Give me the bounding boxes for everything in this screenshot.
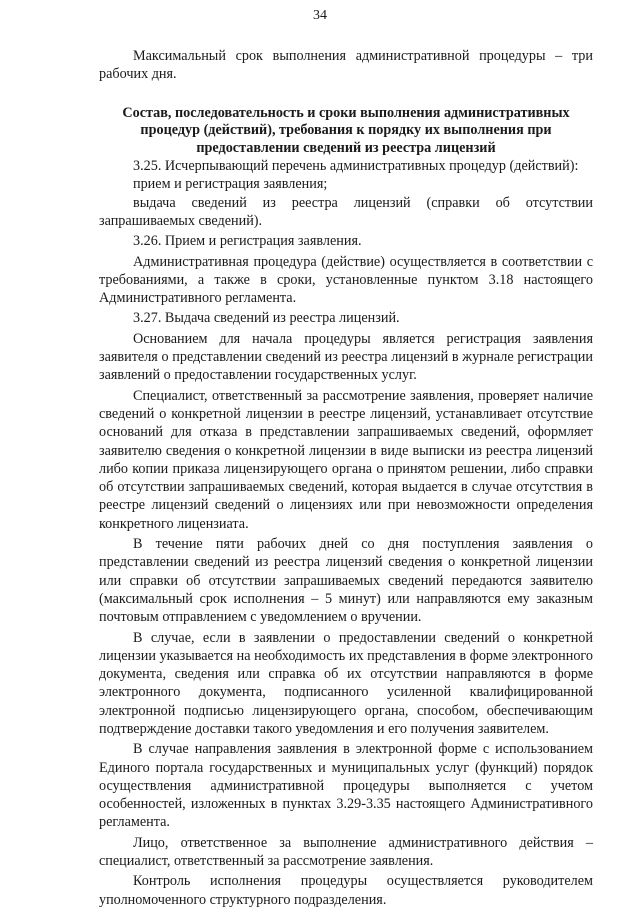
paragraph-procedure-note: Административная процедура (действие) осуществляется в соответствии с требованиями, а также в сроки, установленные пунктом 3.18 настоящего Административного регламента. bbox=[99, 253, 593, 307]
paragraph-3-25: 3.25. Исчерпывающий перечень административных процедур (действий): bbox=[133, 158, 579, 175]
paragraph-responsible: Лицо, ответственное за выполнение административного действия – специалист, ответственный за рассмотрение заявления. bbox=[99, 834, 593, 870]
paragraph-list-item-2: выдача сведений из реестра лицензий (справки об отсутствии запрашиваемых сведений). bbox=[99, 194, 593, 229]
paragraph-electronic-form: В случае, если в заявлении о предоставлении сведений о конкретной лицензии указывается на необходимость их представления в форме электронного документа, сведения или справка об их отсутствии направляются в форме электронного документа, подписанного усиленной квалифицированной электронной подписью лицензирующего органа, способом, обеспечивающим подтверждение доставки такого уведомления и его получения заявителем. bbox=[99, 629, 593, 737]
paragraph-portal: В случае направления заявления в электронной форме с использованием Единого портала государственных и муниципальных услуг (функций) порядок осуществления административной процедуры выполняется с учетом особенностей, изложенных в пунктах 3.29-3.35 настоящего Административного регламента. bbox=[99, 741, 593, 831]
paragraph-specialist: Специалист, ответственный за рассмотрение заявления, проверяет наличие сведений о конкретной лицензии в реестре лицензий, устанавливает отсутствие оснований для отказа в представлении запрашиваемых сведений, оформляет заявителю сведения о конкретной лицензии в виде выписки из реестра лицензий либо копии приказа лицензирующего органа о принятом решении, либо справки об отсутствии запрашиваемых сведений, которая выдается в случае отсутствия в реестре лицензий сведений о лицензиях или при невозможности определения конкретного лицензиата. bbox=[99, 387, 593, 532]
paragraph-3-26: 3.26. Прием и регистрация заявления. bbox=[133, 233, 362, 250]
paragraph-basis: Основанием для начала процедуры является регистрация заявления заявителя о представлении сведений из реестра лицензий в журнале регистрации заявлений о предоставлении государственных услуг. bbox=[99, 330, 593, 384]
document-body bbox=[99, 47, 593, 909]
paragraph-list-item-1: прием и регистрация заявления; bbox=[133, 176, 328, 193]
page-number: 34 bbox=[313, 8, 327, 23]
paragraph-control: Контроль исполнения процедуры осуществляется руководителем уполномоченного структурного подразделения. bbox=[99, 873, 593, 908]
section-heading: Состав, последовательность и сроки выполнения административных процедур (действий), требования к порядку их выполнения при предоставлении сведений из реестра лицензий bbox=[122, 104, 570, 156]
paragraph-five-days: В течение пяти рабочих дней со дня поступления заявления о представлении сведений из реестра лицензий сведения о конкретной лицензии или справки об отсутствии запрашиваемых сведений передаются заявителю (максимальный срок исполнения – 5 минут) или направляются ему заказным почтовым отправлением с уведомлением о вручении. bbox=[99, 536, 593, 626]
paragraph-3-27: 3.27. Выдача сведений из реестра лицензий. bbox=[133, 310, 400, 327]
paragraph-max-term: Максимальный срок выполнения административной процедуры – три рабочих дня. bbox=[99, 48, 593, 83]
